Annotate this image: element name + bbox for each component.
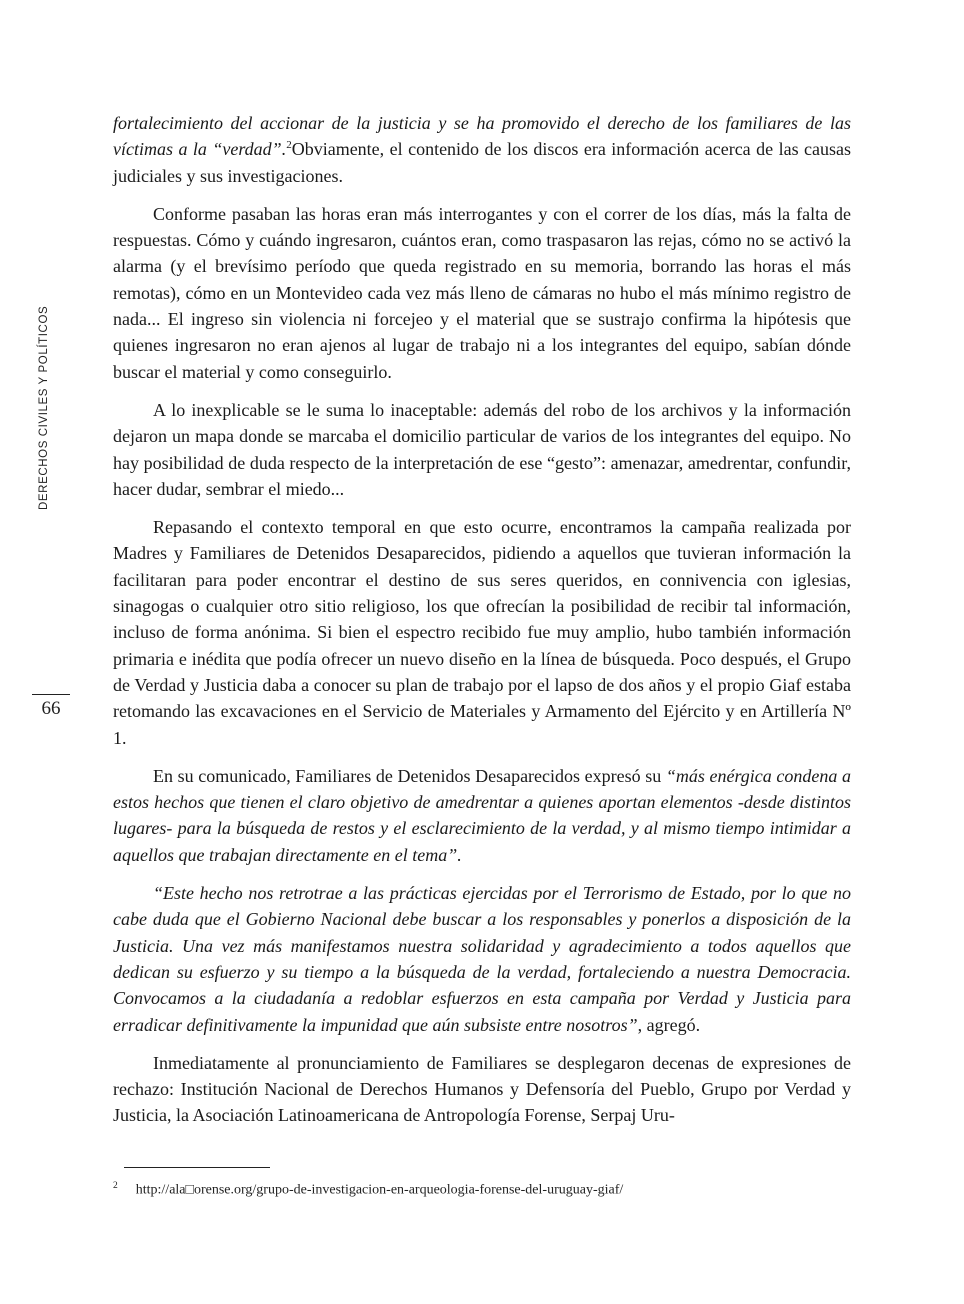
paragraph-1 — [113, 110, 851, 189]
paragraph-7: Inmediatamente al pronunciamiento de Familiares se desplegaron decenas de expresiones de rechazo: Institución Nacional de Derechos Humanos y Defensoría del Pueblo, Grupo por Verdad y Justicia, la Asociación Latinoamericana de Antropología Forense, Serpaj Uru- — [113, 1052, 851, 1126]
page-number: 66 — [41, 698, 61, 719]
page-number-rule — [32, 694, 70, 695]
paragraph-1-italic: fortalecimiento del accionar de la justicia y se ha promovido el derecho de los familiares de las víctimas a la “verdad”. — [113, 113, 851, 160]
footnote-rule — [124, 1167, 270, 1168]
footnote — [113, 1176, 851, 1201]
paragraph-5-quote: “más enérgica condena a estos hechos que tienen el claro objetivo de amedrentar a quienes aportan elementos -desde distintos lugares- para la búsqueda de restos y el esclarecimiento de la verdad, y al mismo tiempo intimidar a aquellos que trabajan directamente en el tema”. — [113, 765, 851, 865]
paragraph-3: A lo inexplicable se le suma lo inaceptable: además del robo de los archivos y la información dejaron un mapa donde se marcaba el domicilio particular de varios de los integrantes del equipo. No hay posibilidad de duda respecto de la interpretación de ese “gesto”: amenazar, amedrentar, confundir, hacer dudar, sembrar el miedo... — [113, 399, 851, 499]
paragraph-6-text: , agregó. — [637, 1014, 701, 1035]
body-text — [113, 110, 851, 1141]
paragraph-1-text: Obviamente, el contenido de los discos era información acerca de las causas judiciales y sus investigaciones. — [113, 139, 852, 186]
paragraph-4: Repasando el contexto temporal en que esto ocurre, encontramos la campaña realizada por Madres y Familiares de Detenidos Desaparecidos, pidiendo a aquellos que tuvieran información la facilitaran para poder encontrar el destino de sus seres queridos, en connivencia con iglesias, sinagogas o cualquier otro sitio religioso, los que ofrecían la posibilidad de recibir tal información, incluso de forma anónima. Si bien el espectro recibido fue muy amplio, hubo también información primaria e inédita que podía ofrecer un nuevo diseño en la línea de búsqueda. Poco después, el Grupo de Verdad y Justicia daba a conocer su plan de trabajo por el lapso de dos años y el propio Giaf estaba retomando las excavaciones en el Servicio de Materiales y Armamento del Ejército y en Artillería Nº 1. — [113, 517, 851, 748]
paragraph-6-quote: “Este hecho nos retrotrae a las prácticas ejercidas por el Terrorismo de Estado, por lo que no cabe duda que el Gobierno Nacional debe buscar a los responsables y ponerlos a disposición de la Justicia. Una vez más manifestamos nuestra solidaridad y agradecimiento a todos aquellos que dedican su esfuerzo y su tiempo a la búsqueda de la verdad, fortaleciendo a nuestra Democracia. Convocamos a la ciudadanía a redoblar esfuerzos en esta campaña por Verdad y Justicia para erradicar definitivamente la impunidad que aún subsiste entre nosotros” — [113, 883, 851, 1035]
paragraph-5-text: En su comunicado, Familiares de Detenidos Desaparecidos expresó su — [153, 765, 666, 786]
paragraph-5 — [113, 763, 851, 868]
section-side-label: DERECHOS CIVILES Y POLÍTICOS — [38, 305, 50, 510]
paragraph-6 — [113, 880, 851, 1038]
paragraph-2: Conforme pasaban las horas eran más interrogantes y con el correr de los días, más la falta de respuestas. Cómo y cuándo ingresaron, cuántos eran, como traspasaron las rejas, cómo no se activó la alarma (y el brevísimo período que queda registrado en su memoria, borrando las horas el más remotas), cómo en un Montevideo cada vez más lleno de cámaras no hubo el más mínimo registro de nada... El ingreso sin violencia ni forcejeo y el material que se sustrajo confirma la hipótesis que quienes ingresaron no eran ajenos al lugar de trabajo ni a los integrantes del equipo, sabían dónde buscar el material y como conseguirlo. — [113, 203, 851, 382]
footnote-mark: 2 — [113, 1181, 118, 1191]
footnote-reference[interactable]: 2 — [286, 139, 292, 152]
footnote-link[interactable]: http://ala□orense.org/grupo-de-investigacion-en-arqueologia-forense-del-uruguay-giaf/ — [135, 1182, 624, 1198]
